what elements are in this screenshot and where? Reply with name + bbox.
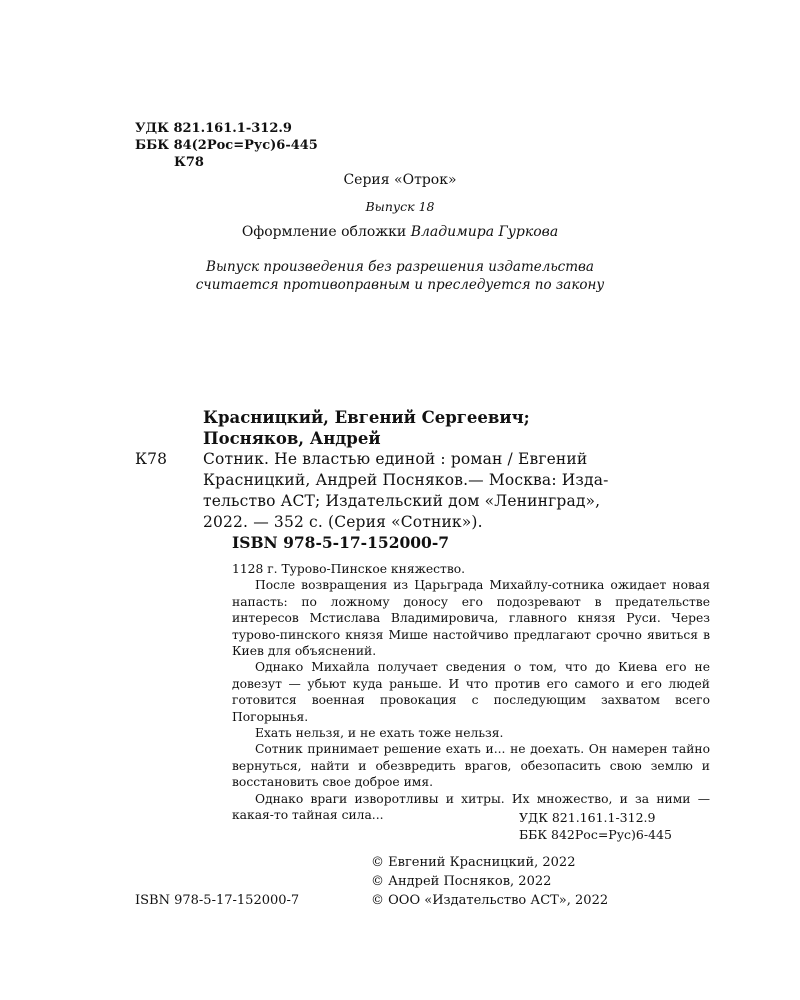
annotation bbox=[232, 561, 710, 824]
udk-code: УДК 821.161.1-312.9 bbox=[135, 121, 292, 136]
bibliographic-line-2: Красницкий, Андрей Посняков.— Москва: Изда- bbox=[203, 471, 609, 489]
bbk-code: ББК 84(2Рос=Рус)6-445 bbox=[135, 138, 318, 153]
catalog-author-1: Красницкий, Евгений Сергеевич; bbox=[203, 408, 530, 427]
copyright-line-1: © Евгений Красницкий, 2022 bbox=[371, 855, 576, 870]
annotation-paragraph: После возвращения из Царьграда Михайлу-сотника ожидает новая напасть: по ложному доносу его подозревают в предательстве интересов Мстислава Владимировича, главного князя Руси. Через турово-пинского князя Мише настойчиво предлагают срочно явиться в Киев для объяснений. bbox=[232, 578, 710, 659]
issue-number: Выпуск 18 bbox=[365, 199, 435, 214]
cover-design-label: Оформление обложки bbox=[241, 224, 407, 240]
annotation-paragraph: 1128 г. Турово-Пинское княжество. bbox=[232, 562, 466, 576]
copyright-line-2: © Андрей Посняков, 2022 bbox=[371, 874, 552, 889]
bibliographic-line-1: Сотник. Не властью единой : роман / Евгений bbox=[203, 450, 588, 468]
annotation-paragraph: Однако враги изворотливы и хитры. Их множество, и за ними — какая-то тайная сила... bbox=[232, 791, 710, 823]
annotation-paragraph: Однако Михайла получает сведения о том, что до Киева его не довезут — убьют куда раньше. И что против его самого и его людей готовится военная провокация с последующим захватом всего Погорынья. bbox=[232, 660, 710, 724]
annotation-paragraph: Сотник принимает решение ехать и... не доехать. Он намерен тайно вернуться, найти и обезвредить врагов, обезопасить свою землю и восстановить свое доброе имя. bbox=[232, 742, 710, 790]
bottom-isbn: ISBN 978-5-17-152000-7 bbox=[135, 893, 300, 908]
author-mark: К78 bbox=[174, 155, 204, 170]
copyright-warning-line-1: Выпуск произведения без разрешения издательства bbox=[206, 259, 594, 275]
catalog-author-2: Посняков, Андрей bbox=[203, 429, 381, 448]
series-title: Серия «Отрок» bbox=[343, 172, 457, 188]
annotation-paragraph: Ехать нельзя, и не ехать тоже нельзя. bbox=[255, 726, 504, 741]
cover-design-credit bbox=[0, 224, 800, 240]
bibliographic-line-4: 2022. — 352 с. (Серия «Сотник»). bbox=[203, 513, 483, 531]
bottom-udk-code: УДК 821.161.1-312.9 bbox=[519, 810, 656, 825]
bottom-bbk-code: ББК 842Рос=Рус)6-445 bbox=[519, 827, 672, 842]
copyright-line-3: © ООО «Издательство АСТ», 2022 bbox=[371, 893, 609, 908]
cover-designer-name: Владимира Гуркова bbox=[410, 224, 559, 240]
catalog-mark: К78 bbox=[135, 450, 168, 468]
copyright-warning-line-2: считается противоправным и преследуется по закону bbox=[195, 277, 605, 293]
bibliographic-line-3: тельство АСТ; Издательский дом «Ленинград», bbox=[203, 492, 601, 510]
catalog-isbn: ISBN 978-5-17-152000-7 bbox=[232, 533, 450, 552]
